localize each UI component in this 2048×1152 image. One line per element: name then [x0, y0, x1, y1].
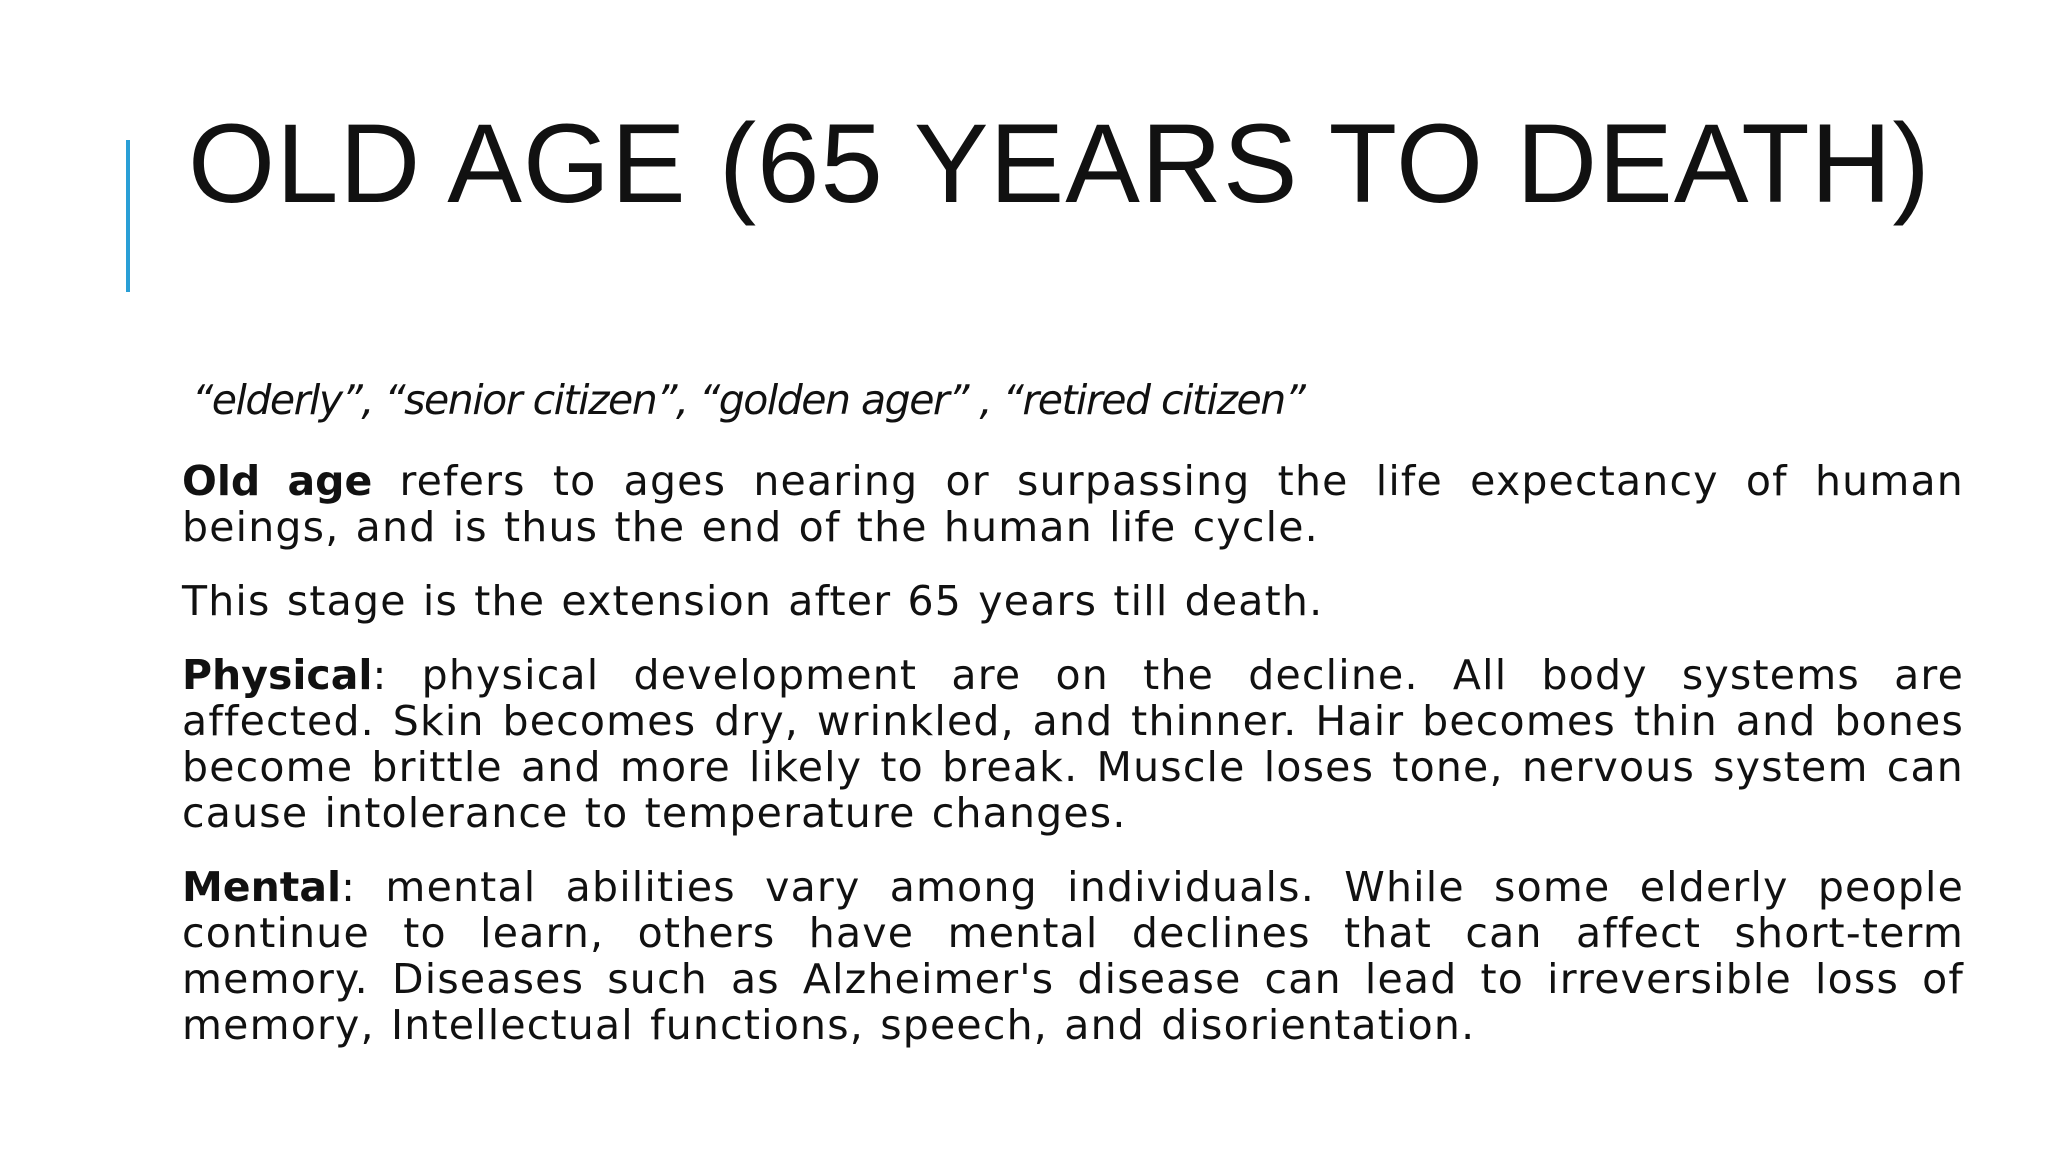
paragraph-lead: Physical	[182, 651, 373, 699]
paragraph-text: : physical development are on the decline. All body systems are affected. Skin becomes dry, wrinkled, and thinner. Hair becomes thin and bones become brittle and more likely to break. Muscle loses tone, nervous system can cause intolerance to temperature changes.	[182, 651, 1964, 837]
paragraph-text: : mental abilities vary among individuals. While some elderly people continue to learn, others have mental declines that can affect short-term memory. Diseases such as Alzheimer's disease can lead to irreversible loss of memory, Intellectual functions, speech, and disorientation.	[182, 863, 1964, 1049]
paragraph-text: refers to ages nearing or surpassing the life expectancy of human beings, and is thus the end of the human life cycle.	[182, 457, 1964, 551]
paragraph-old-age	[182, 458, 1964, 550]
paragraph-text: This stage is the extension after 65 years till death.	[182, 577, 1324, 625]
paragraph-mental	[182, 864, 1964, 1048]
paragraph-physical	[182, 652, 1964, 836]
slide-body	[182, 372, 1964, 1076]
slide-subtitle: “elderly”, “senior citizen”, “golden ager” , “retired citizen”	[192, 376, 1305, 424]
title-accent-bar	[126, 140, 130, 292]
paragraph-lead: Old age	[182, 457, 373, 505]
paragraph-stage	[182, 578, 1964, 624]
paragraph-lead: Mental	[182, 863, 342, 911]
slide-title: OLD AGE (65 YEARS TO DEATH)	[188, 101, 1931, 226]
